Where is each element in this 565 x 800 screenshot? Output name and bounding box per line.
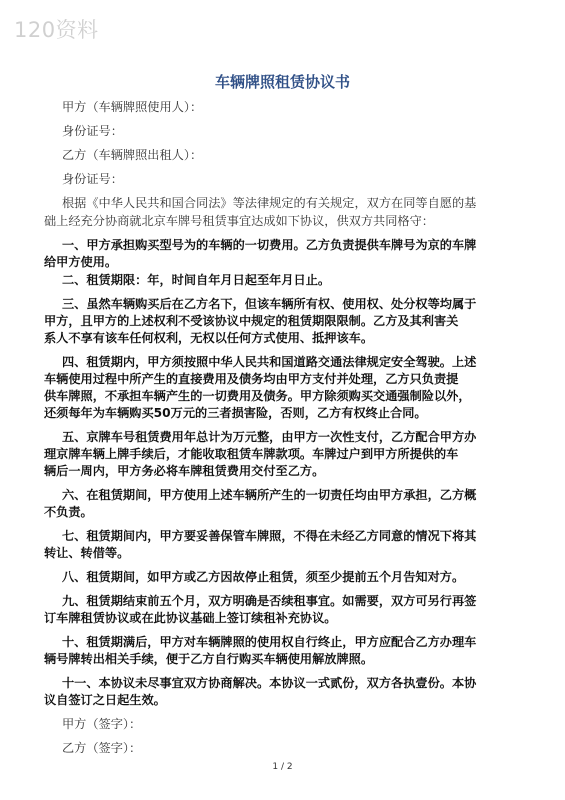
paragraph-line: 身份证号：	[62, 124, 123, 138]
paragraph-line: 八、租赁期间，如甲方或乙方因故停止租赁，须至少提前五个月告知对方。	[62, 570, 465, 584]
paragraph-line: 系人不享有该车任何权利，无权以任何方式使用、抵押该车。	[44, 331, 374, 345]
paragraph-line: 九、租赁期结束前五个月，双方明确是否续租事宜。如需要，双方可另行再签	[62, 594, 477, 608]
page-indicator: 1 / 2	[272, 762, 293, 772]
paragraph-line: 给甲方使用。	[44, 255, 118, 269]
paragraph-line: 还须每年为车辆购买50万元的三者损害险，否则，乙方有权终止合同。	[44, 406, 427, 420]
paragraph-line: 七、租赁期间内，甲方要妥善保管车牌照，不得在未经乙方同意的情况下将其	[62, 529, 477, 543]
paragraph-line: 理京牌车辆上牌手续后，才能收取租赁车牌款项。车牌过户到甲方所提供的车	[44, 447, 459, 461]
paragraph-line: 乙方（签字）：	[62, 741, 142, 755]
paragraph-line: 议自签订之日起生效。	[44, 693, 166, 707]
paragraph-line: 六、在租赁期间，甲方使用上述车辆所产生的一切责任均由甲方承担，乙方概	[62, 488, 477, 502]
paragraph-line: 四、租赁期内，甲方须按照中华人民共和国道路交通法律规定安全驾驶。上述	[62, 355, 477, 369]
paragraph-line: 十一、本协议未尽事宜双方协商解决。本协议一式贰份，双方各执壹份。本协	[62, 676, 477, 690]
document-title: 车辆牌照租赁协议书	[214, 73, 350, 91]
paragraph-line: 甲方（车辆牌照使用人）：	[62, 100, 203, 114]
paragraph-line: 辆号牌转出相关手续，便于乙方自行购买车辆使用解放牌照。	[44, 652, 374, 666]
paragraph-line: 不负责。	[44, 505, 93, 519]
paragraph-line: 根据《中华人民共和国合同法》等法律规定的有关规定，双方在同等自愿的基	[62, 196, 477, 210]
paragraph-line: 甲方，且甲方的上述权利不受该协议中规定的租赁期限限制。乙方及其利害关	[44, 314, 459, 328]
paragraph-line: 转让、转借等。	[44, 546, 130, 560]
paragraph-line: 辆后一周内，甲方务必将车牌租赁费用交付至乙方。	[44, 464, 325, 478]
paragraph-line: 订车牌租赁协议或在此协议基础上签订续租补充协议。	[44, 611, 337, 625]
paragraph-line: 身份证号：	[62, 172, 123, 186]
paragraph-line: 一、甲方承担购买型号为的车辆的一切费用。乙方负责提供车牌号为京的车牌	[62, 238, 477, 252]
paragraph-line: 三、虽然车辆购买后在乙方名下，但该车辆所有权、使用权、处分权等均属于	[62, 297, 477, 311]
paragraph-line: 甲方（签字）：	[62, 717, 142, 731]
paragraph-line: 五、京牌车号租赁费用年总计为万元整，由甲方一次性支付，乙方配合甲方办	[62, 430, 477, 444]
paragraph-line: 乙方（车辆牌照出租人）：	[62, 148, 203, 162]
paragraph-line: 础上经充分协商就北京车牌号租赁事宜达成如下协议，供双方共同格守：	[44, 214, 434, 228]
watermark-logo: 120资料	[14, 18, 99, 42]
paragraph-line: 供车牌照，不承担车辆产生的一切费用及债务。甲方除须购买交通强制险以外，	[44, 389, 471, 403]
paragraph-line: 十、租赁期满后，甲方对车辆牌照的使用权自行终止，甲方应配合乙方办理车	[62, 635, 477, 649]
paragraph-line: 二、租赁期限：年，时间自年月日起至年月日止。	[62, 273, 331, 287]
paragraph-line: 车辆使用过程中所产生的直接费用及债务均由甲方支付并处理，乙方只负责提	[44, 372, 459, 386]
